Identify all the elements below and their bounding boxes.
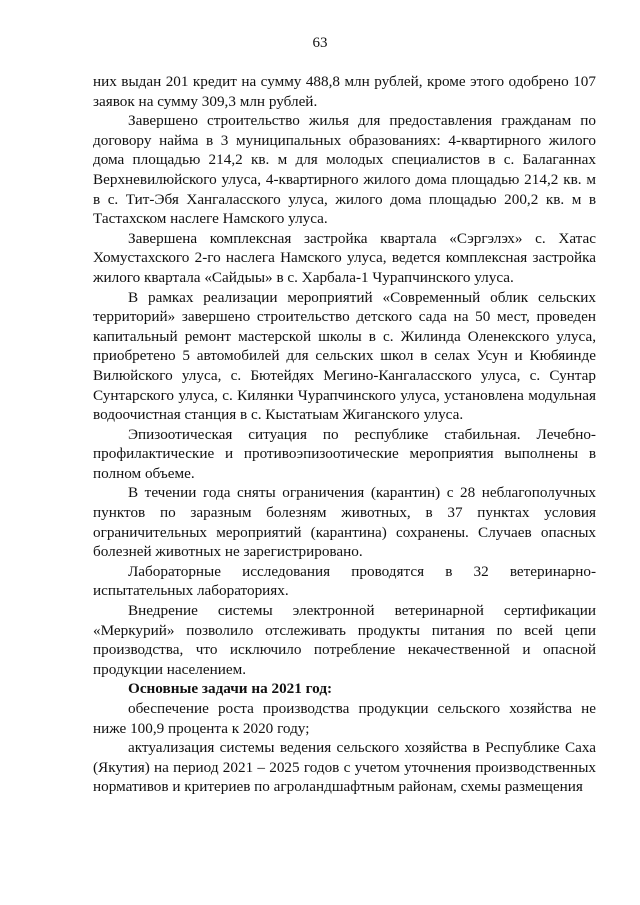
paragraph-quarantine: В течении года сняты ограничения (карантин) с 28 неблагополучных пунктов по заразным болезням животных, в 37 пунктах условия ограничительных мероприятий (карантина) сохранены. Случаев опасных болезней животных не зарегистрировано. — [93, 484, 596, 561]
page-number: 63 — [312, 35, 328, 51]
paragraph-mercury: Внедрение системы электронной ветеринарной сертификации «Меркурий» позволило отслеживать продукты питания по всей цепи производства, что исключило потребление некачественной и опасной продукции населением. — [93, 602, 596, 678]
paragraph-epizootic: Эпизоотическая ситуация по республике стабильная. Лечебно-профилактические и противоэпизоотические мероприятия выполнены в полном объеме. — [93, 425, 596, 482]
section-heading: Основные задачи на 2021 год: — [128, 680, 333, 698]
document-body — [93, 72, 596, 797]
paragraph-credits: них выдан 201 кредит на сумму 488,8 млн рублей, кроме этого одобрено 107 заявок на сумму 309,3 млн рублей. — [93, 73, 596, 110]
paragraph-rural-territories: В рамках реализации мероприятий «Современный облик сельских территорий» завершено строительство детского сада на 50 мест, проведен капитальный ремонт мастерской школы в с. Жилинда Оленекского улуса, приобретено 5 автомобилей для сельских школ в селах Усун и Кюбяинде Вилюйского улуса, с. Бютейдях Мегино-Кангаласского улуса, с. Сунтар Сунтарского улуса, с. Килянки Чурапчинского улуса, установлена модульная водоочистная станция в с. Кыстатыам Жиганского улуса. — [93, 288, 596, 424]
task-item: актуализация системы ведения сельского хозяйства в Республике Саха (Якутия) на период 2021 – 2025 годов с учетом уточнения производственных нормативов и критериев по агроландшафтным районам, схемы размещения — [93, 739, 596, 796]
task-item: обеспечение роста производства продукции сельского хозяйства не ниже 100,9 процента к 2020 году; — [93, 700, 596, 737]
paragraph-quarter-development: Завершена комплексная застройка квартала «Сэргэлэх» с. Хатас Хомустахского 2-го наслега Намского улуса, ведется комплексная застройка жилого квартала «Сайдыы» в с. Харбала-1 Чурапчинского улуса. — [93, 229, 596, 286]
paragraph-housing: Завершено строительство жилья для предоставления гражданам по договору найма в 3 муниципальных образованиях: 4-квартирного жилого дома площадью 214,2 кв. м для молодых специалистов в с. Балаганнах Верхневилюйского улуса, 4-квартирного жилого дома площадью 214,2 кв. м в с. Тит-Эбя Хангаласского улуса, жилого дома площадью 200,2 кв. м в Тастахском наслеге Намского улуса. — [93, 112, 596, 228]
paragraph-laboratories: Лабораторные исследования проводятся в 32 ветеринарно-испытательных лабораториях. — [93, 562, 596, 600]
